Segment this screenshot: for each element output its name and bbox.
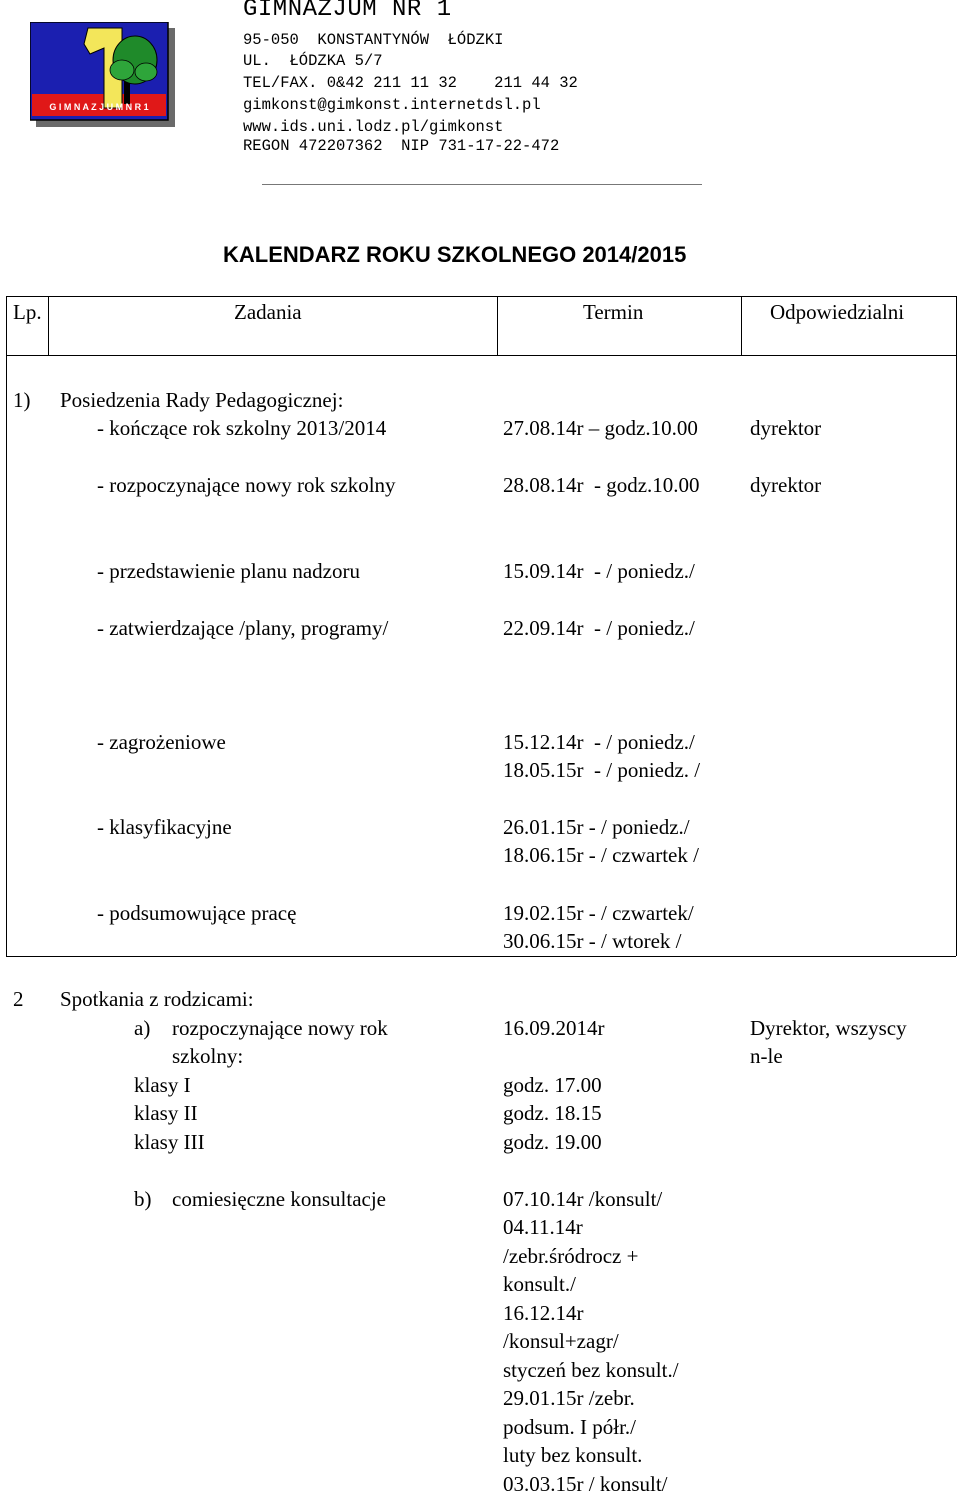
school-logo (30, 22, 175, 127)
address-line: 95-050 KONSTANTYNÓW ŁÓDZKI (243, 31, 504, 49)
class-3: klasy III (134, 1130, 205, 1154)
class-2: klasy II (134, 1101, 198, 1125)
header-lp: Lp. (13, 300, 42, 324)
resp-rozpoczynajace: dyrektor (750, 473, 822, 497)
consult-term-11: 03.03.15r / konsult/ (503, 1472, 668, 1496)
task-konczace: - kończące rok szkolny 2013/2014 (97, 416, 387, 440)
table-right-border (956, 296, 957, 956)
item-a-date: 16.09.2014r (503, 1016, 605, 1040)
logo-graphic (30, 22, 175, 127)
consult-term-5: 16.12.14r (503, 1301, 584, 1325)
class-1-time: godz. 17.00 (503, 1073, 602, 1097)
task-klasyfikacyjne: - klasyfikacyjne (97, 815, 232, 839)
term-klasyfikacyjne-2: 18.06.15r - / czwartek / (503, 843, 699, 867)
document-title: KALENDARZ ROKU SZKOLNEGO 2014/2015 (223, 242, 687, 267)
section2-lp: 2 (13, 987, 24, 1011)
phone-line: TEL/FAX. 0&42 211 11 32 211 44 32 (243, 74, 578, 92)
term-zagrozeniowe-2: 18.05.15r - / poniedz. / (503, 758, 701, 782)
consult-term-7: styczeń bez konsult./ (503, 1358, 679, 1382)
task-rozpoczynajace: - rozpoczynające nowy rok szkolny (97, 473, 396, 497)
consult-term-6: /konsul+zagr/ (503, 1329, 619, 1353)
term-podsumowujace-2: 30.06.15r - / wtorek / (503, 929, 682, 953)
email-line: gimkonst@gimkonst.internetdsl.pl (243, 96, 541, 114)
header-divider (262, 184, 702, 185)
consult-term-8: 29.01.15r /zebr. (503, 1386, 635, 1410)
header-zadania: Zadania (234, 300, 302, 324)
task-zagrozeniowe: - zagrożeniowe (97, 730, 226, 754)
task-zatwierdzajace: - zatwierdzające /plany, programy/ (97, 616, 389, 640)
task-podsumowujace: - podsumowujące pracę (97, 901, 297, 925)
section2-resp-2: n-le (750, 1044, 783, 1068)
consult-term-1: 07.10.14r /konsult/ (503, 1187, 663, 1211)
class-3-time: godz. 19.00 (503, 1130, 602, 1154)
term-rozpoczynajace: 28.08.14r - godz.10.00 (503, 473, 700, 497)
section2-resp-1: Dyrektor, wszyscy (750, 1016, 907, 1040)
consult-term-3: /zebr.śródrocz + (503, 1244, 639, 1268)
term-plan-nadzoru: 15.09.14r - / poniedz./ (503, 559, 695, 583)
resp-konczace: dyrektor (750, 416, 822, 440)
col-lp-border (48, 296, 49, 356)
col-zadania-border (497, 296, 498, 356)
table-left-border (6, 296, 7, 956)
section1-lp: 1) (13, 388, 31, 412)
section-divider (6, 956, 956, 957)
header-odpowiedzialni: Odpowiedzialni (770, 300, 905, 324)
item-b-marker: b) (134, 1187, 152, 1211)
term-podsumowujace-1: 19.02.15r - / czwartek/ (503, 901, 694, 925)
section1-title: Posiedzenia Rady Pedagogicznej: (60, 388, 344, 412)
school-name: GIMNAZJUM NR 1 (243, 0, 452, 23)
consult-term-4: konsult./ (503, 1272, 576, 1296)
consult-term-2: 04.11.14r (503, 1215, 583, 1239)
header-termin: Termin (583, 300, 644, 324)
item-a-marker: a) (134, 1016, 151, 1040)
class-2-time: godz. 18.15 (503, 1101, 602, 1125)
logo-text: G I M N A Z J U M N R 1 (49, 102, 149, 112)
consult-term-9: podsum. I półr./ (503, 1415, 637, 1439)
regon-nip-line: REGON 472207362 NIP 731-17-22-472 (243, 137, 560, 155)
section2-title: Spotkania z rodzicami: (60, 987, 254, 1011)
header-bottom-border (6, 355, 956, 356)
term-konczace: 27.08.14r – godz.10.00 (503, 416, 698, 440)
consult-term-10: luty bez konsult. (503, 1443, 643, 1467)
website-line: www.ids.uni.lodz.pl/gimkonst (243, 118, 504, 136)
class-1: klasy I (134, 1073, 191, 1097)
table-top-border (6, 296, 956, 297)
term-zagrozeniowe-1: 15.12.14r - / poniedz./ (503, 730, 695, 754)
item-a-text-1: rozpoczynające nowy rok (172, 1016, 388, 1040)
street-line: UL. ŁÓDZKA 5/7 (243, 52, 383, 70)
term-klasyfikacyjne-1: 26.01.15r - / poniedz./ (503, 815, 690, 839)
item-a-text-2: szkolny: (172, 1044, 244, 1068)
item-b-text: comiesięczne konsultacje (172, 1187, 386, 1211)
col-termin-border (741, 296, 742, 356)
task-plan-nadzoru: - przedstawienie planu nadzoru (97, 559, 360, 583)
term-zatwierdzajace: 22.09.14r - / poniedz./ (503, 616, 695, 640)
